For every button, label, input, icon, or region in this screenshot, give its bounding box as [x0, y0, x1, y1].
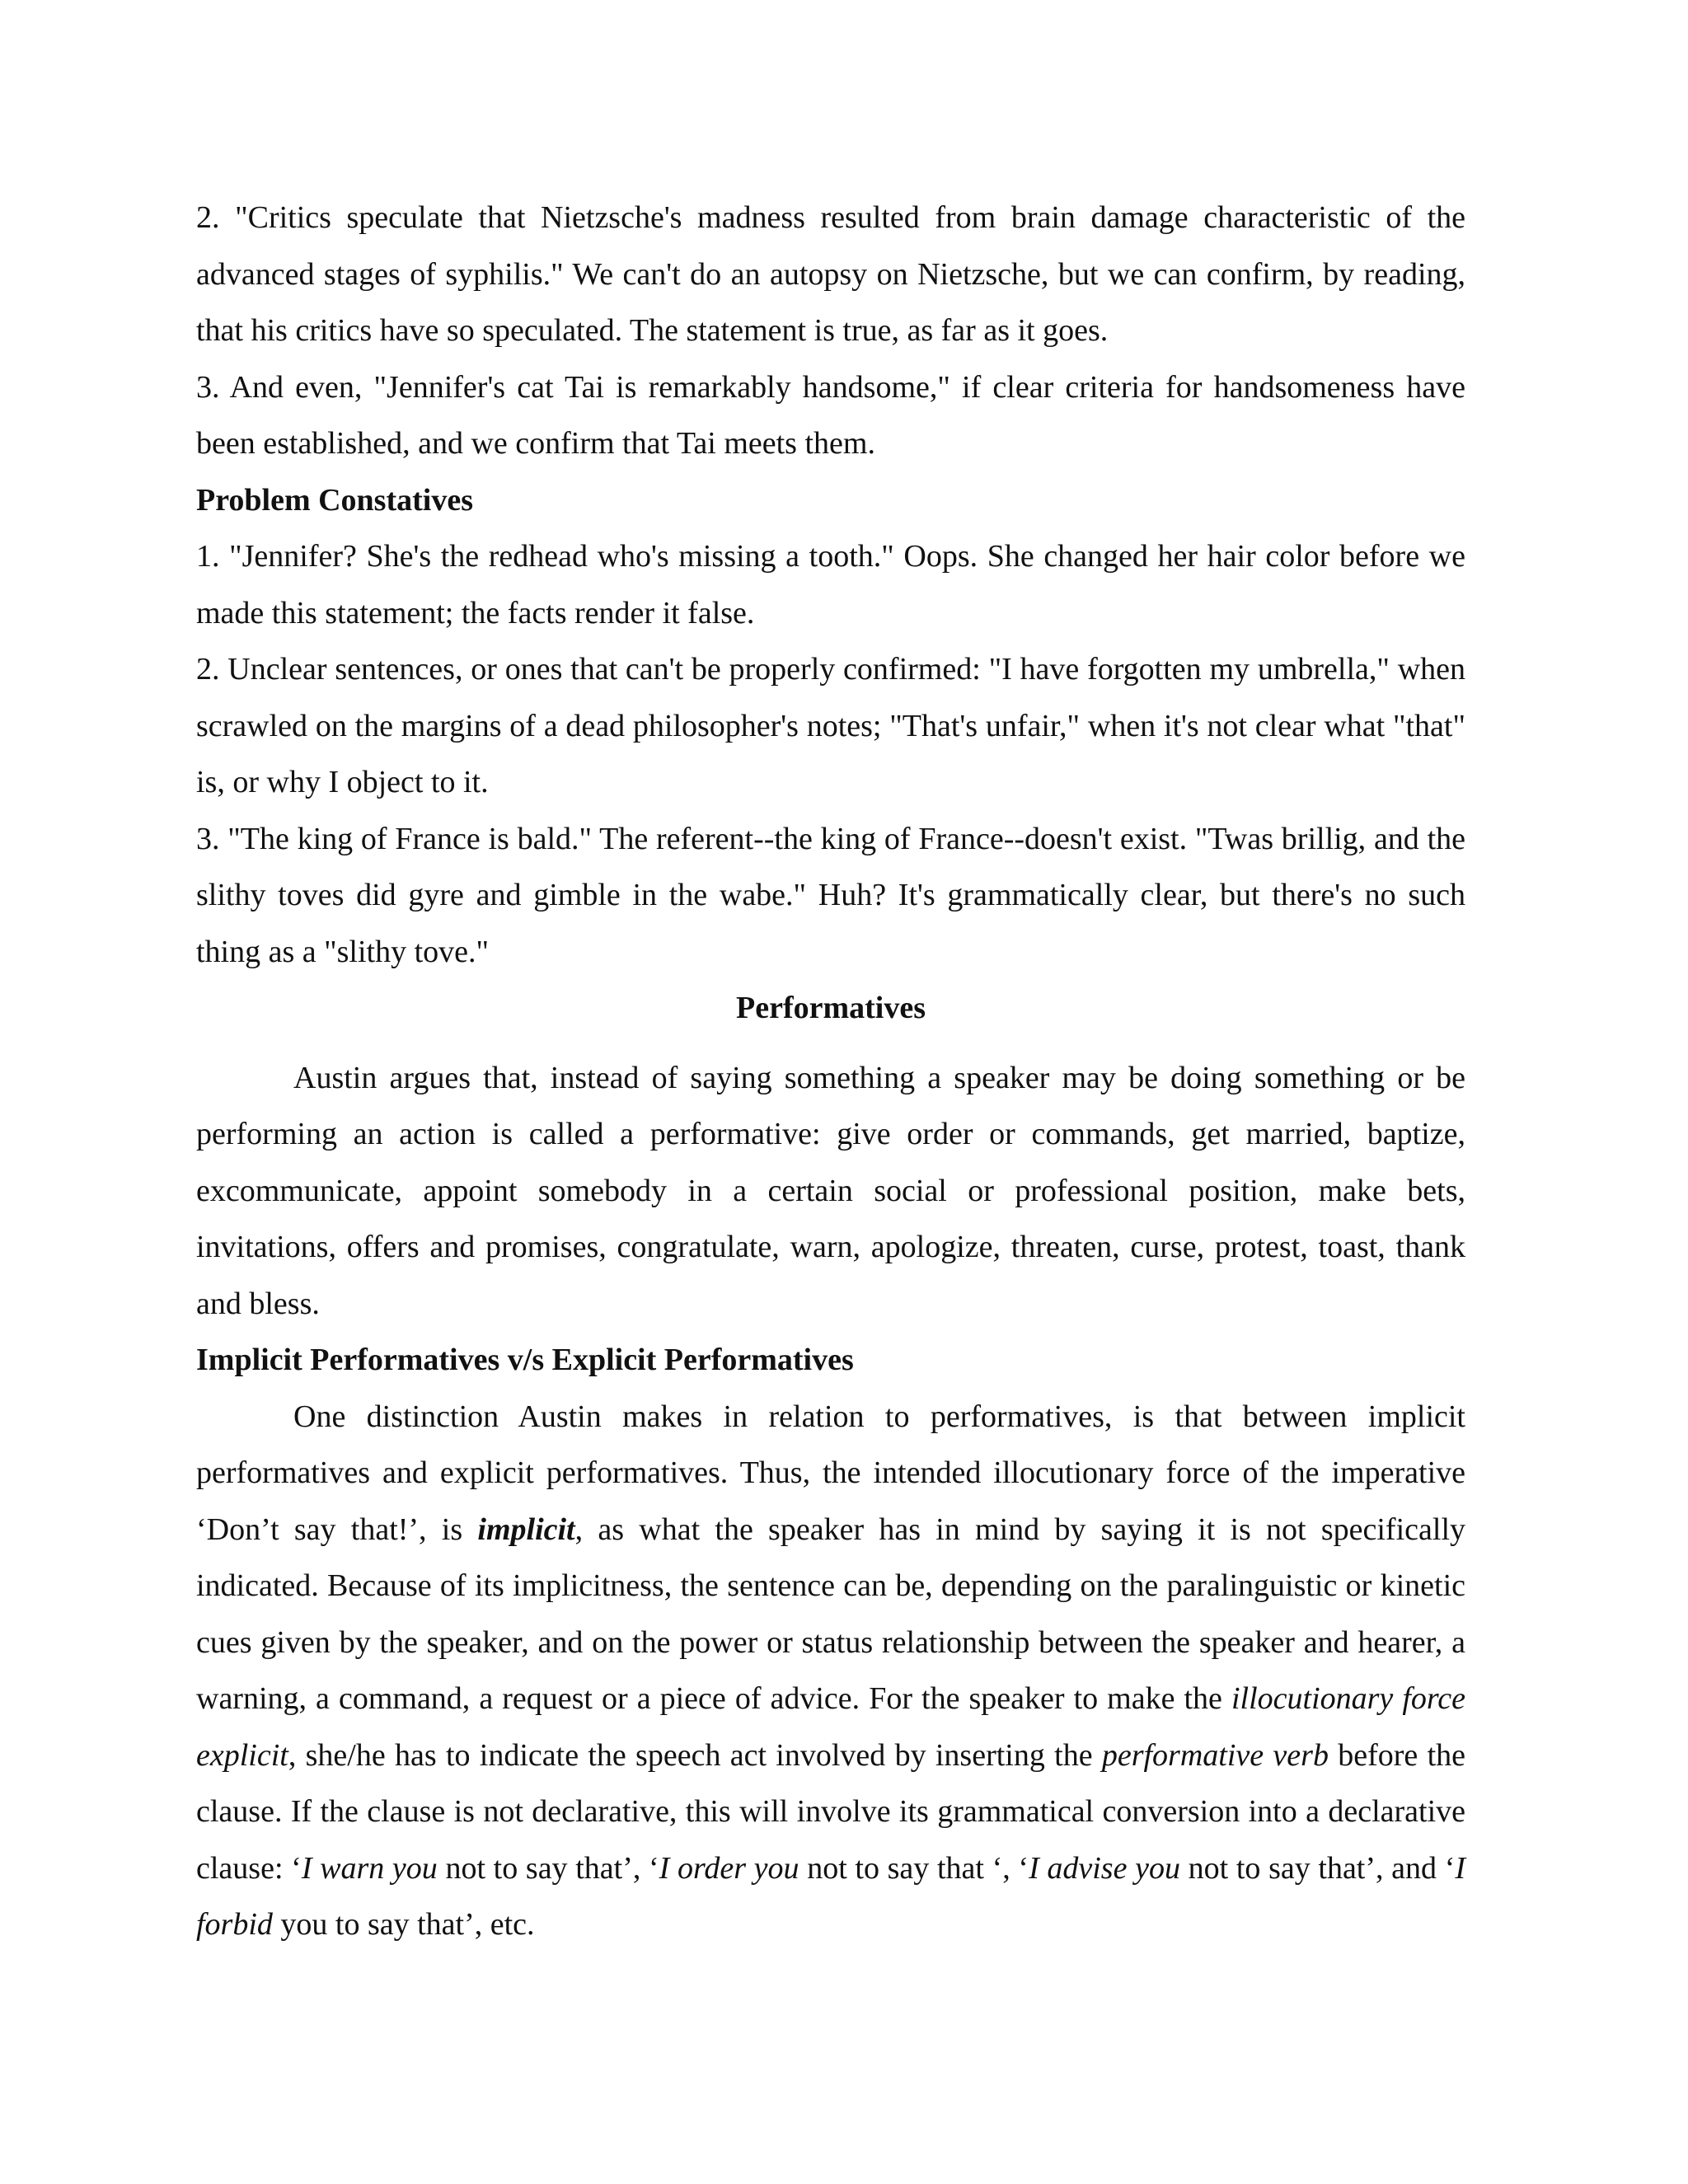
implicit-explicit-heading: Implicit Performatives v/s Explicit Performatives — [196, 1343, 854, 1377]
paragraph-text-segment: , she/he has to indicate the speech act involved by inserting the — [288, 1737, 1102, 1773]
emphasis-performative-verb: performative verb — [1101, 1737, 1329, 1773]
paragraph-text-segment: you to say that’, etc. — [272, 1907, 535, 1942]
emphasis-warn-you: I warn you — [301, 1850, 438, 1886]
problem-constatives-heading: Problem Constatives — [196, 482, 473, 518]
emphasis-order-you: I order you — [659, 1850, 799, 1886]
emphasis-forbid: I forbid — [196, 1850, 1466, 1942]
problem-constative-2: 2. Unclear sentences, or ones that can't be properly confirmed: "I have forgotten my umbrella," when scrawled on the margins of a dead philosopher's notes; "That's unfair," when it's not clear what "that" is, or why I object to it. — [196, 652, 1465, 799]
paragraph-text-segment: not to say that ‘, ‘ — [799, 1850, 1029, 1886]
emphasis-illocutionary-force: illocutionary force explicit — [196, 1681, 1465, 1773]
problem-constative-3: 3. "The king of France is bald." The referent--the king of France--doesn't exist. "Twas brillig, and the slithy toves did gyre and gimble in the wabe." Huh? It's grammatically clear, but there's no such thing as a "slithy tove." — [196, 821, 1465, 969]
implicit-explicit-paragraph — [196, 1389, 1465, 1953]
emphasis-implicit: implicit — [477, 1511, 575, 1547]
emphasis-advise-you: I advise you — [1029, 1850, 1180, 1886]
performatives-paragraph: Austin argues that, instead of saying something a speaker may be doing something or be performing an action is called a performative: give order or commands, get married, baptize, excommunicate, appoint somebody in a certain social or professional position, make bets, invitations, offers and promises, congratulate, warn, apologize, threaten, curse, protest, toast, thank and bless. — [196, 1060, 1465, 1321]
page-body — [196, 190, 1465, 1953]
paragraph-text-segment: before the clause. If the clause is not declarative, this will involve its grammatical conversion into a declarative clause: ‘ — [196, 1737, 1465, 1886]
paragraph-text-segment: One distinction Austin makes in relation to performatives, is that between implicit performatives and explicit performatives. Thus, the intended illocutionary force of the imperative ‘Don’t say that!’, is — [196, 1399, 1465, 1547]
paragraph-text-segment: not to say that’, and ‘ — [1179, 1850, 1456, 1886]
paragraph-text-segment: not to say that’, ‘ — [437, 1850, 659, 1886]
problem-constative-1: 1. "Jennifer? She's the redhead who's missing a tooth." Oops. She changed her hair color before we made this statement; the facts render it false. — [196, 539, 1465, 630]
constative-example-3: 3. And even, "Jennifer's cat Tai is remarkably handsome," if clear criteria for handsomeness have been established, and we confirm that Tai meets them. — [196, 369, 1465, 461]
paragraph-text-segment: , as what the speaker has in mind by saying it is not specifically indicated. Because of its implicitness, the sentence can be, depending on the paralinguistic or kinetic cues given by the speaker, and on the power or status relationship between the speaker and hearer, a warning, a command, a request or a piece of advice. For the speaker to make the — [196, 1511, 1465, 1716]
performatives-heading: Performatives — [736, 991, 926, 1025]
constative-example-2: 2. "Critics speculate that Nietzsche's madness resulted from brain damage characteristic of the advanced stages of syphilis." We can't do an autopsy on Nietzsche, but we can confirm, by reading, that his critics have so speculated. The statement is true, as far as it goes. — [196, 200, 1465, 348]
